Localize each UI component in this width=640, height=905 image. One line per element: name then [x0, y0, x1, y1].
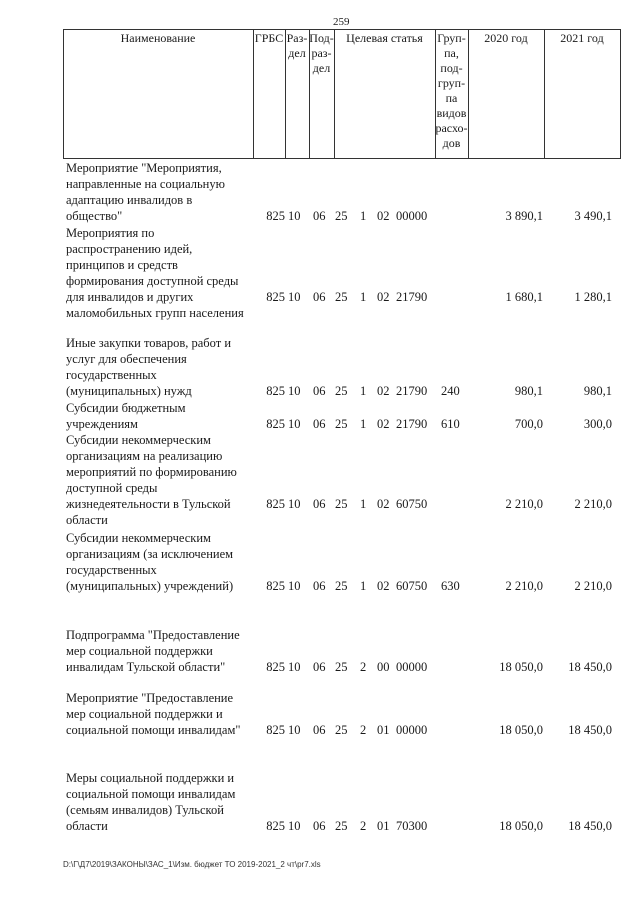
- cell-v2021: 1 280,1: [574, 290, 612, 304]
- cell-c3: 01: [377, 819, 390, 833]
- cell-c3: 02: [377, 497, 390, 511]
- row-name-line: доступной среды: [66, 481, 158, 495]
- cell-rz: 10: [288, 290, 301, 304]
- header-podrazdel: Под- раз- дел: [309, 31, 334, 75]
- cell-c2: 1: [360, 579, 367, 593]
- cell-c4: 60750: [396, 579, 428, 593]
- cell-v2021: 2 210,0: [574, 579, 612, 593]
- cell-pr: 06: [313, 417, 326, 431]
- cell-c1: 25: [335, 723, 348, 737]
- cell-rz: 10: [288, 497, 301, 511]
- row-name-line: учреждениям: [66, 417, 138, 431]
- cell-c4: 21790: [396, 384, 428, 398]
- cell-c4: 21790: [396, 290, 428, 304]
- cell-c4: 00000: [396, 660, 428, 674]
- row-name-line: Субсидии некоммерческим: [66, 433, 211, 447]
- row-name-line: формирования доступной среды: [66, 274, 239, 288]
- row-name-line: для инвалидов и других: [66, 290, 194, 304]
- cell-vr: 630: [441, 579, 460, 593]
- cell-grbs: 825: [266, 417, 285, 431]
- cell-grbs: 825: [266, 579, 285, 593]
- cell-c3: 02: [377, 290, 390, 304]
- file-path-footer: D:\Г\Д7\2019\ЗАКОНЫ\ЗАС_1\Изм. бюджет ТО 2019-2021_2 чт\pr7.xls: [63, 860, 321, 869]
- header-razdel: Раз- дел: [286, 31, 308, 60]
- row-name-line: области: [66, 819, 108, 833]
- cell-v2020: 1 680,1: [505, 290, 543, 304]
- row-name-line: области: [66, 513, 108, 527]
- row-name-line: (муниципальных) нужд: [66, 384, 192, 398]
- cell-rz: 10: [288, 209, 301, 223]
- row-name-line: Иные закупки товаров, работ и: [66, 336, 232, 350]
- cell-c1: 25: [335, 384, 348, 398]
- cell-c1: 25: [335, 209, 348, 223]
- page-number: 259: [333, 16, 350, 28]
- cell-c2: 2: [360, 660, 367, 674]
- row-name-line: Мероприятие "Предоставление: [66, 691, 234, 705]
- cell-v2021: 2 210,0: [574, 497, 612, 511]
- row-name-line: мер социальной поддержки: [66, 644, 213, 658]
- cell-c2: 2: [360, 723, 367, 737]
- cell-c3: 02: [377, 579, 390, 593]
- row-name-line: Меры социальной поддержки и: [66, 771, 235, 785]
- cell-rz: 10: [288, 417, 301, 431]
- row-name-line: организациям на реализацию: [66, 449, 223, 463]
- row-name: [66, 335, 252, 399]
- row-name-line: Субсидии некоммерческим: [66, 531, 211, 545]
- cell-c2: 2: [360, 819, 367, 833]
- cell-vr: 240: [441, 384, 460, 398]
- header-target-article: Целевая статья: [346, 31, 423, 45]
- row-name: [66, 690, 252, 738]
- cell-v2020: 2 210,0: [505, 497, 543, 511]
- row-name-line: социальной помощи инвалидам: [66, 787, 236, 801]
- cell-c2: 1: [360, 384, 367, 398]
- row-name: [66, 530, 252, 594]
- cell-v2021: 18 450,0: [568, 723, 612, 737]
- cell-rz: 10: [288, 723, 301, 737]
- header-name: Наименование: [120, 31, 196, 45]
- cell-v2021: 3 490,1: [574, 209, 612, 223]
- row-name-line: направленные на социальную: [66, 177, 225, 191]
- cell-c3: 02: [377, 209, 390, 223]
- cell-c3: 02: [377, 417, 390, 431]
- cell-v2020: 18 050,0: [499, 819, 543, 833]
- cell-v2021: 980,1: [583, 384, 612, 398]
- cell-rz: 10: [288, 660, 301, 674]
- cell-pr: 06: [313, 579, 326, 593]
- row-name-line: общество": [66, 209, 123, 223]
- cell-rz: 10: [288, 819, 301, 833]
- cell-c1: 25: [335, 579, 348, 593]
- cell-pr: 06: [313, 660, 326, 674]
- cell-c4: 00000: [396, 723, 428, 737]
- row-name-line: принципов и средств: [66, 258, 178, 272]
- cell-v2020: 3 890,1: [505, 209, 543, 223]
- cell-c3: 01: [377, 723, 390, 737]
- cell-grbs: 825: [266, 723, 285, 737]
- row-name-line: маломобильных групп населения: [66, 306, 244, 320]
- cell-c1: 25: [335, 290, 348, 304]
- row-name-line: Мероприятия по: [66, 226, 155, 240]
- cell-pr: 06: [313, 819, 326, 833]
- cell-c2: 1: [360, 290, 367, 304]
- row-name-line: (муниципальных) учреждений): [66, 579, 234, 593]
- cell-c4: 21790: [396, 417, 428, 431]
- header-grbs: ГРБС: [254, 31, 284, 45]
- row-name-line: услуг для обеспечения: [66, 352, 187, 366]
- cell-rz: 10: [288, 579, 301, 593]
- row-name: [66, 160, 252, 224]
- cell-pr: 06: [313, 723, 326, 737]
- cell-pr: 06: [313, 497, 326, 511]
- row-name-line: адаптацию инвалидов в: [66, 193, 193, 207]
- cell-c1: 25: [335, 660, 348, 674]
- row-name: [66, 627, 252, 675]
- header-2020: 2020 год: [484, 31, 528, 45]
- cell-grbs: 825: [266, 209, 285, 223]
- cell-grbs: 825: [266, 497, 285, 511]
- row-name: [66, 432, 252, 528]
- cell-c1: 25: [335, 497, 348, 511]
- cell-grbs: 825: [266, 290, 285, 304]
- cell-v2021: 300,0: [583, 417, 612, 431]
- row-name-line: Мероприятие "Мероприятия,: [66, 161, 222, 175]
- row-name: [66, 225, 252, 321]
- cell-c1: 25: [335, 819, 348, 833]
- row-name-line: (семьям инвалидов) Тульской: [66, 803, 224, 817]
- cell-c4: 70300: [396, 819, 428, 833]
- row-name-line: распространению идей,: [66, 242, 193, 256]
- cell-pr: 06: [313, 209, 326, 223]
- table-header: [63, 29, 621, 159]
- row-name-line: государственных: [66, 368, 157, 382]
- cell-pr: 06: [313, 384, 326, 398]
- row-name-line: Субсидии бюджетным: [66, 401, 186, 415]
- row-name-line: Подпрограмма "Предоставление: [66, 628, 240, 642]
- cell-c1: 25: [335, 417, 348, 431]
- row-name-line: мероприятий по формированию: [66, 465, 237, 479]
- cell-c2: 1: [360, 497, 367, 511]
- row-name-line: жизнедеятельности в Тульской: [66, 497, 231, 511]
- header-expense-group: Груп- па, под- груп- па видов расхо- дов: [435, 31, 468, 150]
- cell-grbs: 825: [266, 384, 285, 398]
- row-name-line: социальной помощи инвалидам": [66, 723, 241, 737]
- header-2021: 2021 год: [560, 31, 604, 45]
- cell-v2020: 18 050,0: [499, 660, 543, 674]
- row-name-line: инвалидам Тульской области": [66, 660, 226, 674]
- cell-c3: 00: [377, 660, 390, 674]
- row-name-line: мер социальной поддержки и: [66, 707, 223, 721]
- cell-c2: 1: [360, 417, 367, 431]
- row-name: [66, 400, 252, 432]
- cell-c2: 1: [360, 209, 367, 223]
- cell-pr: 06: [313, 290, 326, 304]
- cell-v2020: 700,0: [514, 417, 543, 431]
- row-name: [66, 770, 252, 834]
- cell-c3: 02: [377, 384, 390, 398]
- cell-v2020: 18 050,0: [499, 723, 543, 737]
- cell-v2021: 18 450,0: [568, 660, 612, 674]
- cell-grbs: 825: [266, 660, 285, 674]
- cell-c4: 60750: [396, 497, 428, 511]
- cell-vr: 610: [441, 417, 460, 431]
- cell-grbs: 825: [266, 819, 285, 833]
- cell-v2021: 18 450,0: [568, 819, 612, 833]
- row-name-line: организациям (за исключением: [66, 547, 234, 561]
- row-name-line: государственных: [66, 563, 157, 577]
- cell-v2020: 980,1: [514, 384, 543, 398]
- cell-v2020: 2 210,0: [505, 579, 543, 593]
- cell-c4: 00000: [396, 209, 428, 223]
- cell-rz: 10: [288, 384, 301, 398]
